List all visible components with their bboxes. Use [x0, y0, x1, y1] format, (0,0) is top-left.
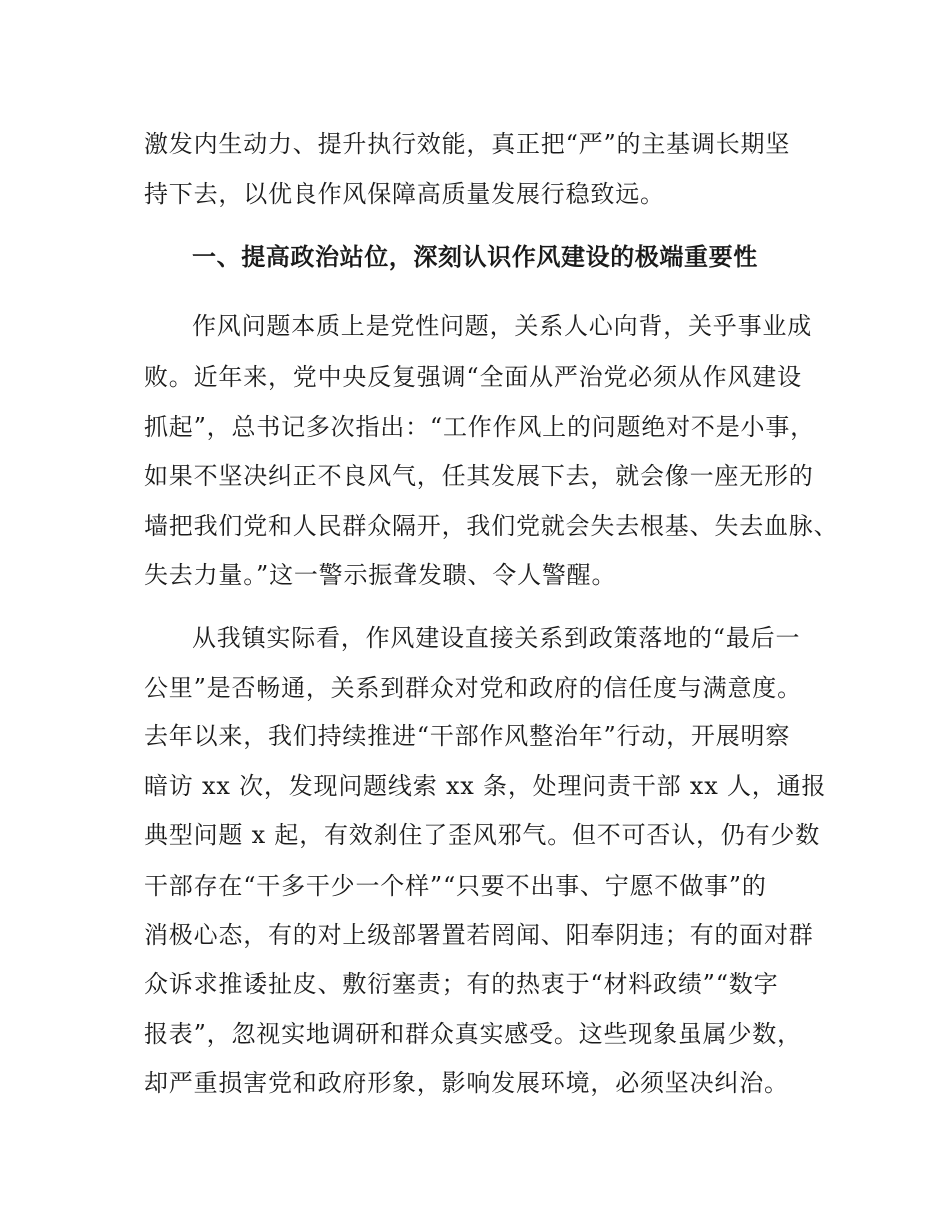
- paragraph-line: 败。近年来，党中央反复强调“全面从严治党必须从作风建设: [144, 363, 802, 391]
- paragraph-line: 众诉求推诿扯皮、敷衍塞责；有的热衷于“材料政绩”“数字: [144, 970, 779, 998]
- paragraph-line: 干部存在“干多干少一个样”“只要不出事、宁愿不做事”的: [144, 872, 767, 900]
- paragraph-line: 消极心态，有的对上级部署置若罔闻、阳奉阴违；有的面对群: [144, 921, 814, 949]
- paragraph-line: 典型问题 x 起，有效刹住了歪风邪气。但不可否认，仍有少数: [144, 821, 820, 849]
- paragraph-line: 激发内生动力、提升执行效能，真正把“严”的主基调长期坚: [144, 130, 791, 158]
- paragraph-line: 却严重损害党和政府形象，影响发展环境，必须坚决纠治。: [144, 1069, 789, 1097]
- section-heading: 一、提高政治站位，深刻认识作风建设的极端重要性: [192, 243, 758, 271]
- paragraph-line: 作风问题本质上是党性问题，关系人心向背，关乎事业成: [192, 312, 812, 340]
- paragraph-line: 墙把我们党和人民群众隔开，我们党就会失去根基、失去血脉、: [144, 512, 839, 540]
- paragraph-line: 如果不坚决纠正不良风气，任其发展下去，就会像一座无形的: [144, 462, 814, 490]
- paragraph-line: 公里”是否畅通，关系到群众对党和政府的信任度与满意度。: [144, 674, 802, 702]
- paragraph-line: 失去力量。”这一警示振聋发聩、令人警醒。: [144, 561, 617, 589]
- paragraph-line: 抓起”，总书记多次指出：“工作作风上的问题绝对不是小事，: [144, 413, 815, 441]
- paragraph-line: 暗访 xx 次，发现问题线索 xx 条，处理问责干部 xx 人，通报: [144, 772, 827, 800]
- paragraph-line: 报表”，忽视实地调研和群众真实感受。这些现象虽属少数，: [144, 1020, 802, 1048]
- paragraph-line: 从我镇实际看，作风建设直接关系到政策落地的“最后一: [192, 624, 801, 652]
- paragraph-line: 去年以来，我们持续推进“干部作风整治年”行动，开展明察: [144, 722, 791, 750]
- paragraph-line: 持下去，以优良作风保障高质量发展行稳致远。: [144, 180, 665, 208]
